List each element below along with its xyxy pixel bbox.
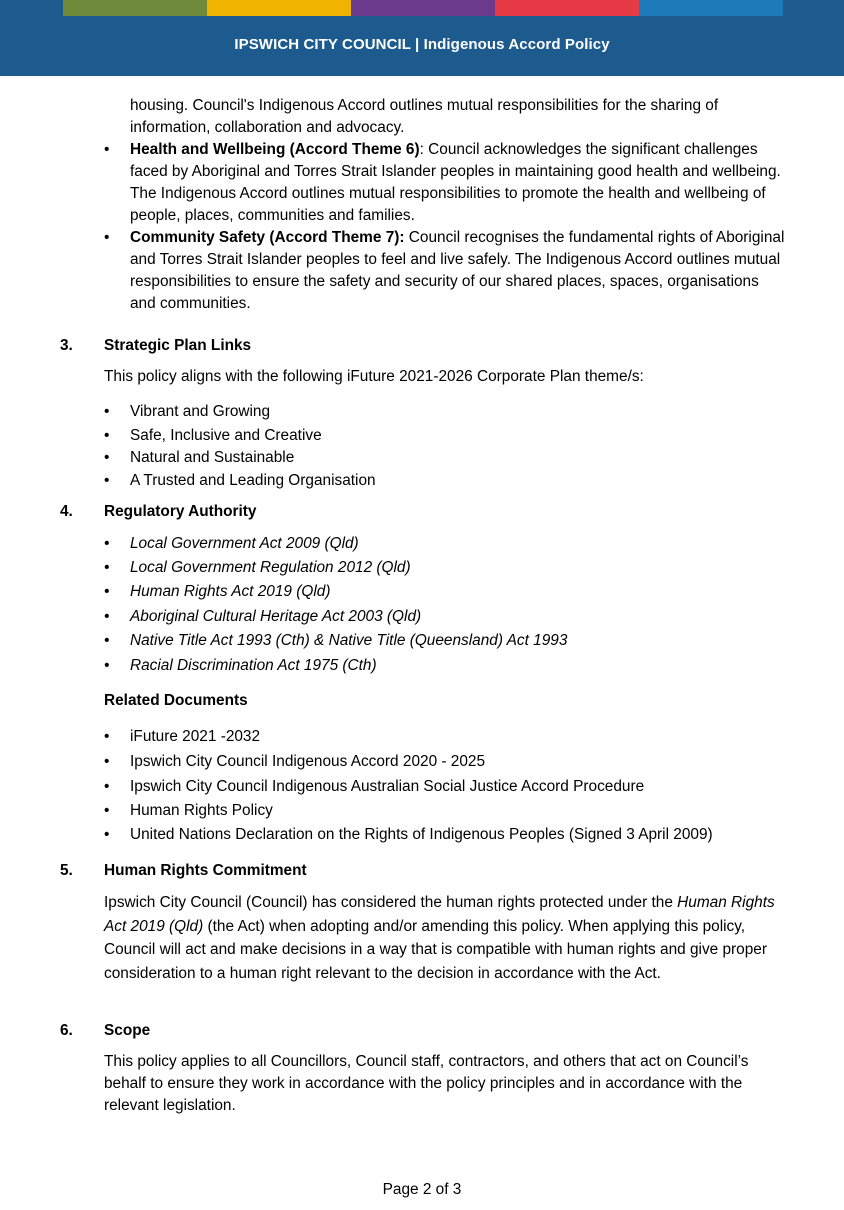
stripe-blue	[639, 0, 783, 16]
stripe-purple	[351, 0, 495, 16]
section-3-number: 3.	[60, 337, 73, 354]
list-item: • A Trusted and Leading Organisation	[130, 470, 788, 492]
list-item: • Local Government Act 2009 (Qld)	[130, 533, 788, 555]
section-5-text-b: (the Act) when adopting and/or amending this policy. When applying this policy, Council will act and make decisions in a way that is compatible with human rights and give proper consideration to a human right relevant to the decision in accordance with the Act.	[104, 917, 767, 982]
section-5-text	[104, 891, 778, 985]
bullet-text: : Council acknowledges the significant challenges faced by Aboriginal and Torres Strait Islander peoples in maintaining good health and wellbeing. The Indigenous Accord outlines mutual responsibilities to promote the health and wellbeing of people, places, communities and families.	[130, 141, 781, 224]
list-item: • Human Rights Policy	[130, 800, 788, 822]
intro-continued-text: housing. Council's Indigenous Accord outlines mutual responsibilities for the sharing of information, collaboration and advocacy.	[130, 97, 719, 136]
section-4-number: 4.	[60, 503, 73, 520]
list-item: • Local Government Regulation 2012 (Qld)	[130, 557, 788, 579]
bullet-lead: Community Safety (Accord Theme 7):	[130, 229, 405, 246]
section-6-number: 6.	[60, 1022, 73, 1039]
section-5-number: 5.	[60, 862, 73, 879]
section-6-title: Scope	[104, 1022, 151, 1039]
list-item: • iFuture 2021 -2032	[130, 726, 788, 748]
list-item: • Vibrant and Growing	[130, 401, 788, 423]
stripe-red	[495, 0, 639, 16]
list-item: • Human Rights Act 2019 (Qld)	[130, 581, 788, 603]
page-number: Page 2 of 3	[382, 1181, 462, 1198]
list-item: • Natural and Sustainable	[130, 447, 788, 469]
list-item	[130, 227, 788, 315]
section-3-title: Strategic Plan Links	[104, 337, 252, 354]
section-5-text-a: Ipswich City Council (Council) has considered the human rights protected under the	[104, 894, 678, 911]
related-documents-title: Related Documents	[104, 692, 248, 709]
list-item: • Racial Discrimination Act 1975 (Cth)	[130, 655, 788, 677]
list-item: • Ipswich City Council Indigenous Australian Social Justice Accord Procedure	[130, 776, 788, 798]
section-5-title: Human Rights Commitment	[104, 862, 307, 879]
section-6-text: This policy applies to all Councillors, Council staff, contractors, and others that act on Council’s behalf to ensure they work in accordance with the policy principles and in accordance with the relevant legislation.	[104, 1053, 749, 1114]
list-item: • United Nations Declaration on the Rights of Indigenous Peoples (Signed 3 April 2009)	[130, 824, 788, 846]
list-item	[130, 139, 788, 227]
list-item: • Ipswich City Council Indigenous Accord 2020 - 2025	[130, 751, 788, 773]
stripe-yellow	[207, 0, 351, 16]
section-3-text: This policy aligns with the following iFuture 2021-2026 Corporate Plan theme/s:	[104, 368, 644, 385]
header-title: IPSWICH CITY COUNCIL | Indigenous Accord Policy	[234, 36, 610, 53]
list-item: • Native Title Act 1993 (Cth) & Native Title (Queensland) Act 1993	[130, 630, 788, 652]
page-header	[0, 0, 844, 76]
section-5-act-name: Human Rights Act 2019 (Qld)	[104, 894, 775, 935]
bullet-text: Council recognises the fundamental rights of Aboriginal and Torres Strait Islander peoples to feel and live safely. The Indigenous Accord outlines mutual responsibilities to ensure the safety and security of our shared places, spaces, organisations and communities.	[130, 229, 785, 312]
color-stripes	[63, 0, 783, 16]
stripe-green	[63, 0, 207, 16]
list-item: • Safe, Inclusive and Creative	[130, 425, 788, 447]
bullet-lead: Health and Wellbeing (Accord Theme 6)	[130, 141, 420, 158]
section-4-title: Regulatory Authority	[104, 503, 257, 520]
list-item: • Aboriginal Cultural Heritage Act 2003 (Qld)	[130, 606, 788, 628]
